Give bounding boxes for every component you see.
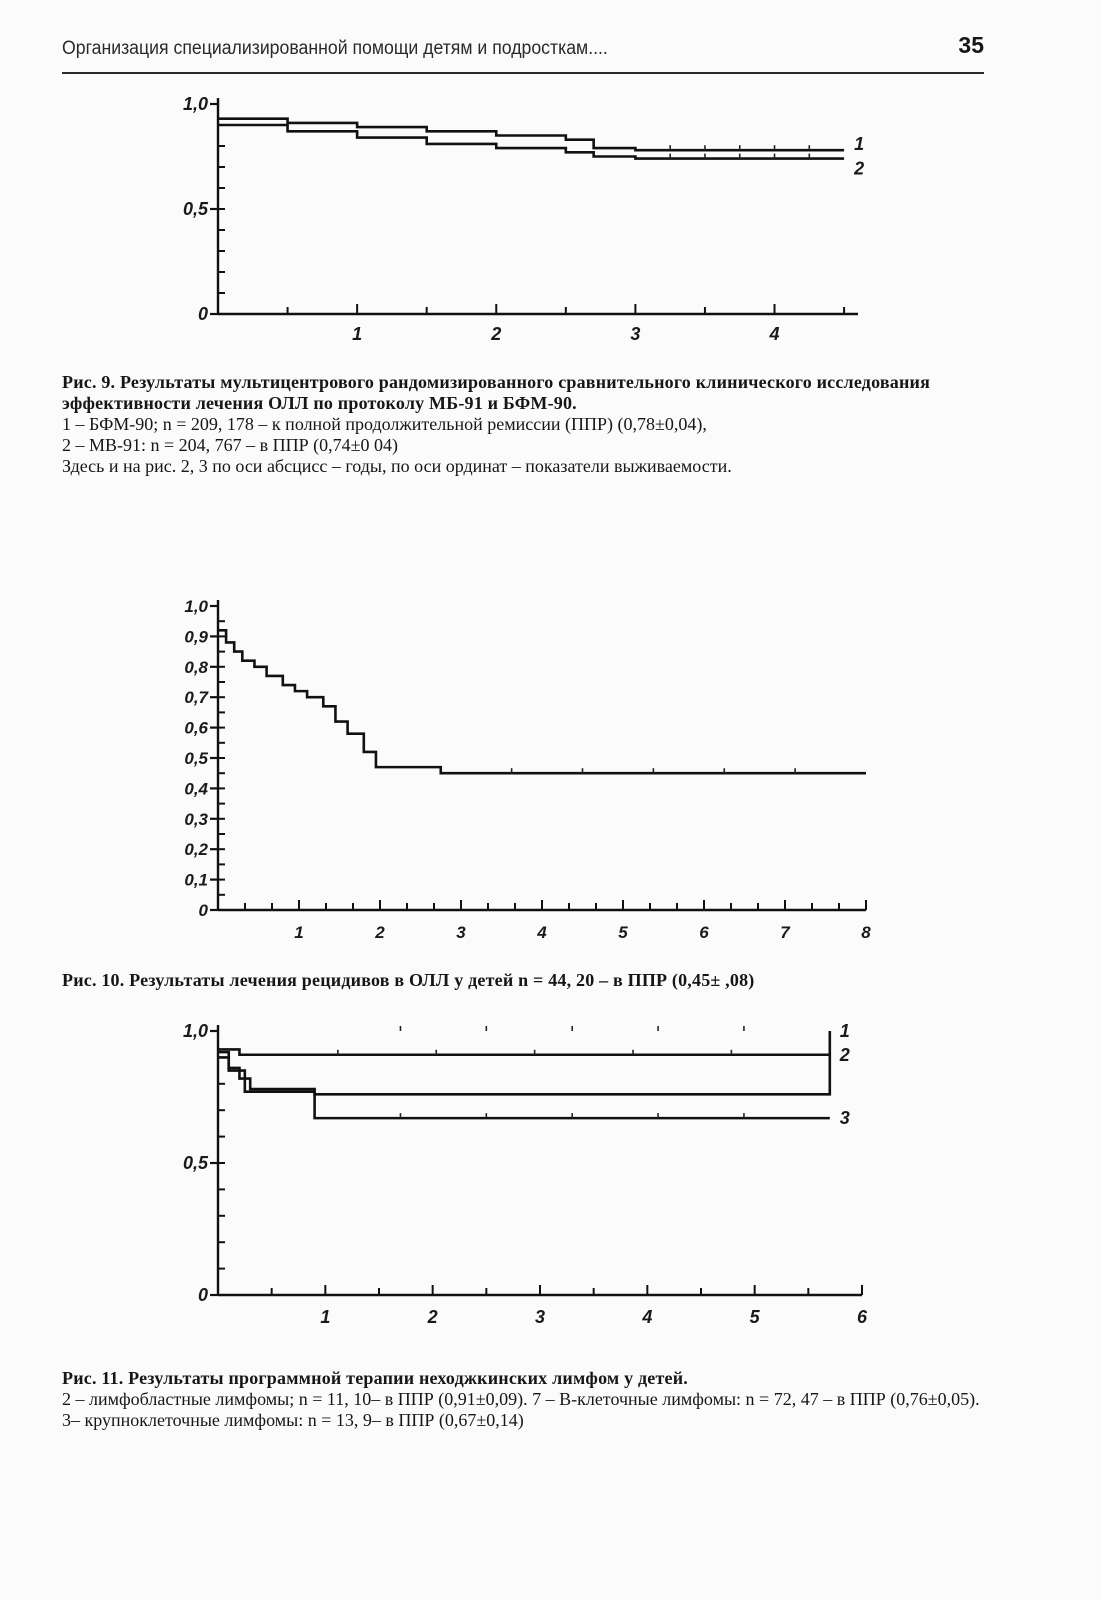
y-tick-label: 0 xyxy=(197,304,208,324)
x-tick-label: 2 xyxy=(427,1307,438,1327)
series-line xyxy=(218,630,866,773)
figure-9-caption xyxy=(62,372,987,477)
y-tick-label: 1,0 xyxy=(182,94,208,114)
series-line xyxy=(218,119,844,151)
x-tick-label: 5 xyxy=(749,1307,760,1327)
series-label: 2 xyxy=(839,1044,850,1065)
y-tick-label: 0,7 xyxy=(184,688,208,708)
series-label: 2 xyxy=(854,158,865,179)
x-tick-label: 3 xyxy=(534,1307,546,1327)
figure-10-caption xyxy=(62,970,987,991)
figure-9-chart xyxy=(0,88,1101,358)
y-tick-label: 0,9 xyxy=(184,627,208,647)
caption-title: Рис. 11. Результаты программной терапии неходжкинских лимфом у детей. xyxy=(62,1368,688,1388)
figure-11-caption xyxy=(62,1368,987,1431)
x-tick-label: 1 xyxy=(294,923,304,942)
x-tick-label: 6 xyxy=(699,923,709,942)
series-line xyxy=(218,1031,830,1094)
x-tick-label: 1 xyxy=(352,324,363,344)
x-tick-label: 4 xyxy=(642,1307,653,1327)
x-tick-label: 1 xyxy=(320,1307,331,1327)
figure-10-chart xyxy=(0,590,1101,950)
y-tick-label: 0,4 xyxy=(184,779,208,799)
y-tick-label: 0,2 xyxy=(184,840,208,860)
x-tick-label: 4 xyxy=(537,923,547,942)
x-tick-label: 2 xyxy=(491,324,502,344)
y-tick-label: 0 xyxy=(197,1285,208,1305)
caption-line: Здесь и на рис. 2, 3 по оси абсцисс – годы, по оси ординат – показатели выживаемости. xyxy=(62,456,732,476)
caption-line: 2 – МВ-91: n = 204, 767 – в ППР (0,74±0 04) xyxy=(62,435,399,455)
x-tick-label: 5 xyxy=(618,923,628,942)
page-header xyxy=(62,32,984,74)
y-tick-label: 0,5 xyxy=(182,199,208,219)
x-tick-label: 7 xyxy=(780,923,790,942)
x-tick-label: 8 xyxy=(861,923,871,942)
y-tick-label: 0,5 xyxy=(182,1153,208,1173)
x-tick-label: 6 xyxy=(856,1307,868,1327)
x-tick-label: 2 xyxy=(375,923,385,942)
y-tick-label: 0,6 xyxy=(184,718,208,738)
x-tick-label: 3 xyxy=(630,324,641,344)
caption-title: Рис. 9. Результаты мультицентрового рандомизированного сравнительного клинического исследования эффективности лечения ОЛЛ по протоколу МБ-91 и БФМ-90. xyxy=(62,372,931,413)
y-tick-label: 0,1 xyxy=(184,870,208,890)
y-tick-label: 0,3 xyxy=(184,809,208,829)
running-title: Организация специализированной помощи детям и подросткам.... xyxy=(62,38,608,59)
caption-line: 2 – лимфобластные лимфомы; n = 11, 10– в ППР (0,91±0,09). 7 – В-клеточные лимфомы: n = 72, 47 – в ППР (0,76±0,05). 3– крупноклеточные лимфомы: n = 13, 9– в ППР (0,67±0,14) xyxy=(62,1389,980,1430)
y-tick-label: 0,5 xyxy=(184,749,208,768)
x-tick-label: 4 xyxy=(769,324,780,344)
series-line xyxy=(218,1049,830,1054)
y-tick-label: 0 xyxy=(198,901,208,920)
x-tick-label: 3 xyxy=(456,923,466,942)
figure-11-chart xyxy=(0,1015,1101,1355)
series-label: 3 xyxy=(839,1108,850,1129)
series-label: 1 xyxy=(854,134,865,155)
y-tick-label: 1,0 xyxy=(184,597,208,616)
series-label: 1 xyxy=(839,1021,850,1041)
y-tick-label: 1,0 xyxy=(182,1021,208,1041)
caption-line: 1 – БФМ-90; n = 209, 178 – к полной продолжительной ремиссии (ППР) (0,78±0,04), xyxy=(62,414,707,434)
series-line xyxy=(218,1052,830,1118)
caption-title: Рис. 10. Результаты лечения рецидивов в ОЛЛ у детей n = 44, 20 – в ППР (0,45± ,08) xyxy=(62,970,755,990)
series-line xyxy=(218,125,844,159)
page-number: 35 xyxy=(958,32,984,58)
y-tick-label: 0,8 xyxy=(184,657,208,677)
